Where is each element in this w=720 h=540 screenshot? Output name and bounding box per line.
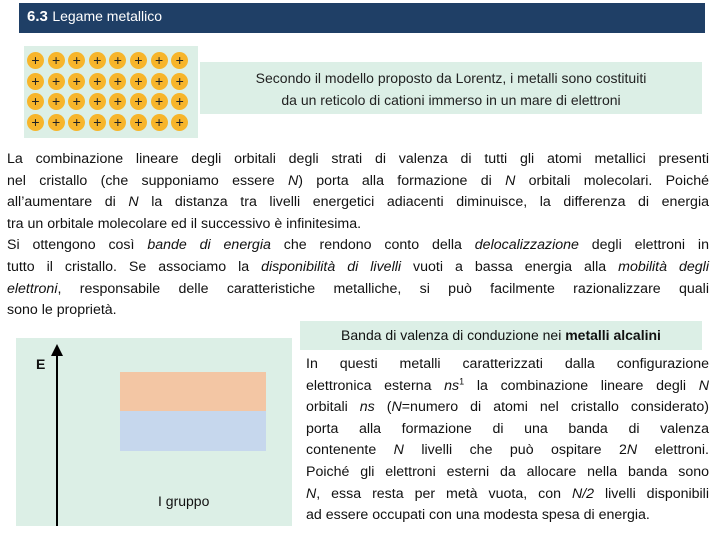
- cation: +: [130, 73, 147, 90]
- cation: +: [27, 114, 44, 131]
- explanation-line-6: Poiché gli elettroni esterni da allocare nella banda sono: [306, 463, 709, 480]
- explanation-line-7: N, essa resta per metà vuota, con N/2 livelli disponibili: [306, 485, 709, 502]
- lorentz-model-box: [200, 62, 702, 114]
- paragraph-2-line-2: tutto il cristallo. Se associamo la disponibilità di livelli vuoti a bassa energia alla mobilità degli: [7, 259, 709, 275]
- cation: +: [171, 73, 188, 90]
- energy-axis: [56, 352, 58, 526]
- alkali-metals-explanation: [306, 354, 709, 527]
- cation: +: [48, 52, 65, 69]
- cation: +: [171, 114, 188, 131]
- explanation-line-4: porta alla formazione di una banda di valenza: [306, 420, 709, 437]
- cation: +: [89, 93, 106, 110]
- paragraph-1-line-1: La combinazione lineare degli orbitali degli strati di valenza di tutti gli atomi metallici presenti: [7, 151, 709, 167]
- title-bar: [19, 3, 705, 33]
- filled-band-half: [120, 372, 266, 411]
- cation: +: [171, 52, 188, 69]
- cation: +: [109, 114, 126, 131]
- energy-axis-label: E: [36, 356, 46, 372]
- cation: +: [171, 93, 188, 110]
- cation-lattice: [24, 46, 198, 138]
- explanation-line-1: In questi metalli caratterizzati dalla configurazione: [306, 356, 709, 372]
- cation: +: [68, 52, 85, 69]
- cation: +: [48, 73, 65, 90]
- cation: +: [89, 114, 106, 131]
- explanation-line-5: contenente N livelli che può ospitare 2N elettroni.: [306, 442, 709, 459]
- cation: +: [130, 52, 147, 69]
- cation: +: [151, 93, 168, 110]
- cation: +: [48, 93, 65, 110]
- cation: +: [68, 93, 85, 110]
- cation: +: [27, 93, 44, 110]
- cation: +: [151, 52, 168, 69]
- empty-band-half: [120, 411, 266, 451]
- cation: +: [48, 114, 65, 131]
- cation: +: [130, 114, 147, 131]
- explanation-line-8: ad essere occupati con una modesta spesa di energia.: [306, 507, 650, 524]
- paragraph-1-line-4: tra un orbitale molecolare ed il successivo è infinitesima.: [7, 216, 362, 232]
- paragraph-1-line-3: all’aumentare di N la distanza tra livelli energetici adiacenti diminuisce, la differenza di energia: [7, 194, 709, 210]
- band-diagram: [16, 338, 292, 526]
- paragraph-2-line-3: elettroni, responsabile delle caratteristiche metalliche, si può facilmente razionalizzare quali: [7, 281, 709, 297]
- group-label: I gruppo: [158, 493, 210, 509]
- explanation-line-3: orbitali ns (N=numero di atomi nel cristallo considerato): [306, 399, 709, 416]
- cation: +: [68, 114, 85, 131]
- paragraph-2-line-4: sono le proprietà.: [7, 302, 117, 318]
- cation: +: [130, 93, 147, 110]
- band-section-title: Banda di valenza di conduzione nei metalli alcalini: [300, 321, 702, 350]
- section-title: Legame metallico: [52, 8, 163, 24]
- cation: +: [68, 73, 85, 90]
- cation: +: [151, 73, 168, 90]
- cation: +: [151, 114, 168, 131]
- cation: +: [109, 93, 126, 110]
- cation: +: [89, 73, 106, 90]
- lorentz-line-2: da un reticolo di cationi immerso in un mare di elettroni: [281, 92, 621, 108]
- paragraph-2-line-1: Si ottengono così bande di energia che rendono conto della delocalizzazione degli elettroni in: [7, 237, 709, 253]
- lorentz-line-1: Secondo il modello proposto da Lorentz, i metalli sono costituiti: [255, 70, 647, 86]
- paragraph-1-line-2: nel cristallo (che supponiamo essere N) porta alla formazione di N orbitali molecolari. Poiché: [7, 173, 709, 189]
- cation: +: [109, 52, 126, 69]
- section-number: 6.3: [27, 8, 48, 25]
- cation: +: [27, 52, 44, 69]
- cation: +: [27, 73, 44, 90]
- cation: +: [109, 73, 126, 90]
- explanation-line-2: elettronica esterna $ns^1$ la combinazione lineare degli N: [306, 375, 709, 394]
- cation: +: [89, 52, 106, 69]
